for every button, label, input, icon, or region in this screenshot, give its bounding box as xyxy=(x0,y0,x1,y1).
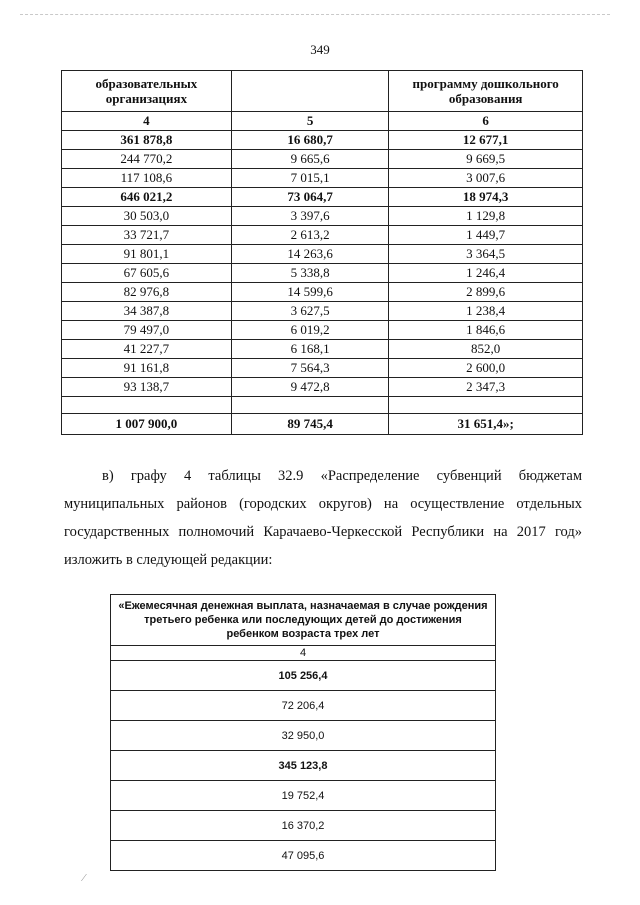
table-cell-c6: 1 129,8 xyxy=(389,207,583,226)
scan-mark: ⁄ xyxy=(83,872,85,884)
table-cell-c5: 3 627,5 xyxy=(231,302,389,321)
table-cell-c5: 16 680,7 xyxy=(231,131,389,150)
table2-header-row xyxy=(111,595,496,646)
header-cell-col5 xyxy=(231,71,389,112)
table-cell-c6: 2 899,6 xyxy=(389,283,583,302)
table-cell-c5: 14 263,6 xyxy=(231,245,389,264)
table2-row xyxy=(111,781,496,811)
table-row xyxy=(62,150,583,169)
total-cell-c5: 89 745,4 xyxy=(231,414,389,435)
table-row xyxy=(62,302,583,321)
table-row xyxy=(62,359,583,378)
page-number: 349 xyxy=(310,42,330,57)
table-row xyxy=(62,378,583,397)
total-cell-c4: 1 007 900,0 xyxy=(62,414,232,435)
table-row xyxy=(62,340,583,359)
column-number-5: 5 xyxy=(231,112,389,131)
table-row xyxy=(62,131,583,150)
table-cell-c5: 7 564,3 xyxy=(231,359,389,378)
table2-value-cell: 105 256,4 xyxy=(111,661,496,691)
table-row xyxy=(62,207,583,226)
table-cell-c6: 1 846,6 xyxy=(389,321,583,340)
table-cell-c6: 18 974,3 xyxy=(389,188,583,207)
scan-edge-line xyxy=(20,14,610,15)
table2-value-cell: 16 370,2 xyxy=(111,811,496,841)
amendment-paragraph xyxy=(64,462,582,574)
table-cell-c5: 5 338,8 xyxy=(231,264,389,283)
table-cell-c6: 1 238,4 xyxy=(389,302,583,321)
table-total-row xyxy=(62,414,583,435)
table-empty-cell xyxy=(62,397,232,414)
table-cell-c5: 73 064,7 xyxy=(231,188,389,207)
table-cell-c5: 14 599,6 xyxy=(231,283,389,302)
table-cell-c5: 9 472,8 xyxy=(231,378,389,397)
table-row xyxy=(62,226,583,245)
table-cell-c4: 91 161,8 xyxy=(62,359,232,378)
table-row xyxy=(62,264,583,283)
table-cell-c4: 67 605,6 xyxy=(62,264,232,283)
table-cell-c6: 852,0 xyxy=(389,340,583,359)
header-cell-col6: программу дошкольного образования xyxy=(389,71,583,112)
table-row xyxy=(62,321,583,340)
table-cell-c4: 244 770,2 xyxy=(62,150,232,169)
table-cell-c6: 2 347,3 xyxy=(389,378,583,397)
table2-value-cell: 19 752,4 xyxy=(111,781,496,811)
table-cell-c6: 12 677,1 xyxy=(389,131,583,150)
table-cell-c4: 30 503,0 xyxy=(62,207,232,226)
table2-column-number-row xyxy=(111,646,496,661)
table2-row xyxy=(111,691,496,721)
table-monthly-payment xyxy=(110,594,496,871)
table-row xyxy=(62,188,583,207)
table2-row xyxy=(111,751,496,781)
table2-value-cell: 32 950,0 xyxy=(111,721,496,751)
column-number-4: 4 xyxy=(62,112,232,131)
table-subventions-continued xyxy=(61,70,583,435)
table-cell-c6: 9 669,5 xyxy=(389,150,583,169)
table-cell-c4: 93 138,7 xyxy=(62,378,232,397)
table-cell-c4: 41 227,7 xyxy=(62,340,232,359)
table-cell-c4: 33 721,7 xyxy=(62,226,232,245)
table-empty-row xyxy=(62,397,583,414)
header-cell-col4: образовательных организациях xyxy=(62,71,232,112)
table-cell-c5: 2 613,2 xyxy=(231,226,389,245)
table-row xyxy=(62,169,583,188)
table2-row xyxy=(111,721,496,751)
table-cell-c6: 1 449,7 xyxy=(389,226,583,245)
table-cell-c5: 6 168,1 xyxy=(231,340,389,359)
table-cell-c5: 7 015,1 xyxy=(231,169,389,188)
table-cell-c6: 1 246,4 xyxy=(389,264,583,283)
table-cell-c5: 6 019,2 xyxy=(231,321,389,340)
table-cell-c4: 361 878,8 xyxy=(62,131,232,150)
table-cell-c5: 9 665,6 xyxy=(231,150,389,169)
table-cell-c4: 91 801,1 xyxy=(62,245,232,264)
table2-row xyxy=(111,811,496,841)
table2-column-number: 4 xyxy=(111,646,496,661)
table-row xyxy=(62,283,583,302)
table-cell-c4: 79 497,0 xyxy=(62,321,232,340)
table-cell-c4: 646 021,2 xyxy=(62,188,232,207)
table-cell-c6: 3 007,6 xyxy=(389,169,583,188)
table2-row xyxy=(111,841,496,871)
table2-value-cell: 47 095,6 xyxy=(111,841,496,871)
table-cell-c4: 117 108,6 xyxy=(62,169,232,188)
amendment-text: в) графу 4 таблицы 32.9 «Распределение субвенций бюджетам муниципальных районов (городских округов) на осуществление отдельных государственных полномочий Карачаево-Черкесской Республики на 2017 год» изложить в следующей редакции: xyxy=(64,468,582,568)
table2-value-cell: 72 206,4 xyxy=(111,691,496,721)
table-empty-cell xyxy=(231,397,389,414)
table-empty-cell xyxy=(389,397,583,414)
total-cell-c6: 31 651,4»; xyxy=(389,414,583,435)
table2-row xyxy=(111,661,496,691)
table-header-row xyxy=(62,71,583,112)
table-cell-c5: 3 397,6 xyxy=(231,207,389,226)
column-number-row xyxy=(62,112,583,131)
column-number-6: 6 xyxy=(389,112,583,131)
table-row xyxy=(62,245,583,264)
table-cell-c6: 3 364,5 xyxy=(389,245,583,264)
table-cell-c4: 34 387,8 xyxy=(62,302,232,321)
table-cell-c4: 82 976,8 xyxy=(62,283,232,302)
table-cell-c6: 2 600,0 xyxy=(389,359,583,378)
table2-value-cell: 345 123,8 xyxy=(111,751,496,781)
table2-header-cell: «Ежемесячная денежная выплата, назначаемая в случае рождения третьего ребенка или последующих детей до достижения ребенком возраста трех лет xyxy=(111,595,496,646)
